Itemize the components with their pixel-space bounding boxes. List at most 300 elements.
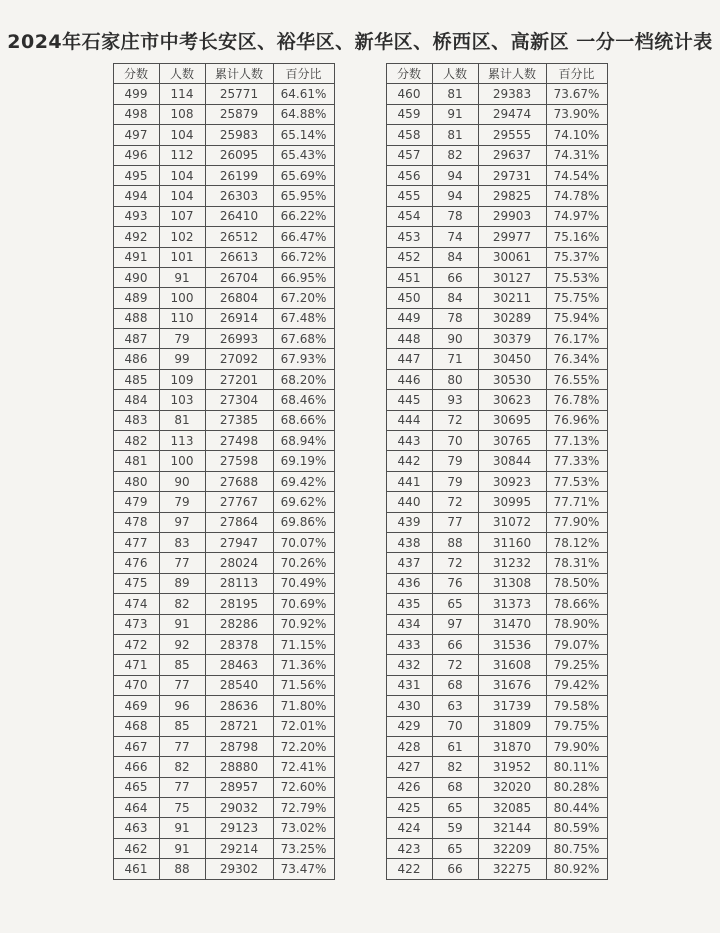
- header-col-cumulative: 累计人数: [478, 64, 546, 84]
- cell-cumulative: 30211: [478, 288, 546, 308]
- table-row: [386, 594, 607, 614]
- table-row: [386, 267, 607, 287]
- cell-percent: 79.58%: [546, 696, 607, 716]
- cell-score: 429: [386, 716, 432, 736]
- cell-cumulative: 30530: [478, 369, 546, 389]
- table-row: [113, 777, 334, 797]
- cell-count: 59: [432, 818, 478, 838]
- cell-cumulative: 26704: [205, 267, 273, 287]
- cell-count: 71: [432, 349, 478, 369]
- cell-score: 456: [386, 165, 432, 185]
- cell-percent: 69.62%: [273, 492, 334, 512]
- cell-score: 491: [113, 247, 159, 267]
- cell-count: 104: [159, 165, 205, 185]
- cell-count: 78: [432, 308, 478, 328]
- cell-percent: 73.47%: [273, 859, 334, 879]
- cell-cumulative: 26993: [205, 329, 273, 349]
- cell-cumulative: 28721: [205, 716, 273, 736]
- table-row: [386, 329, 607, 349]
- cell-score: 422: [386, 859, 432, 879]
- cell-score: 445: [386, 390, 432, 410]
- table-row: [113, 165, 334, 185]
- cell-percent: 68.66%: [273, 410, 334, 430]
- cell-score: 470: [113, 675, 159, 695]
- cell-score: 479: [113, 492, 159, 512]
- cell-score: 486: [113, 349, 159, 369]
- cell-cumulative: 30765: [478, 431, 546, 451]
- cell-count: 100: [159, 288, 205, 308]
- table-row: [386, 451, 607, 471]
- cell-score: 477: [113, 532, 159, 552]
- cell-percent: 74.31%: [546, 145, 607, 165]
- cell-cumulative: 31470: [478, 614, 546, 634]
- cell-cumulative: 28798: [205, 736, 273, 756]
- cell-score: 490: [113, 267, 159, 287]
- cell-count: 80: [432, 369, 478, 389]
- table-row: [113, 716, 334, 736]
- cell-percent: 71.36%: [273, 655, 334, 675]
- table-row: [113, 594, 334, 614]
- table-row: [386, 125, 607, 145]
- cell-percent: 65.43%: [273, 145, 334, 165]
- cell-percent: 65.69%: [273, 165, 334, 185]
- cell-count: 72: [432, 410, 478, 430]
- cell-count: 63: [432, 696, 478, 716]
- cell-score: 431: [386, 675, 432, 695]
- cell-score: 494: [113, 186, 159, 206]
- cell-score: 451: [386, 267, 432, 287]
- table-row: [113, 451, 334, 471]
- cell-cumulative: 26804: [205, 288, 273, 308]
- cell-score: 476: [113, 553, 159, 573]
- cell-percent: 77.13%: [546, 431, 607, 451]
- cell-count: 65: [432, 798, 478, 818]
- table-row: [386, 349, 607, 369]
- header-row: [386, 64, 607, 84]
- cell-count: 97: [159, 512, 205, 532]
- cell-score: 469: [113, 696, 159, 716]
- cell-cumulative: 28880: [205, 757, 273, 777]
- cell-score: 475: [113, 573, 159, 593]
- cell-cumulative: 29123: [205, 818, 273, 838]
- cell-percent: 68.20%: [273, 369, 334, 389]
- table-row: [386, 716, 607, 736]
- cell-count: 70: [432, 431, 478, 451]
- cell-count: 74: [432, 227, 478, 247]
- cell-count: 70: [432, 716, 478, 736]
- cell-cumulative: 28957: [205, 777, 273, 797]
- cell-cumulative: 32144: [478, 818, 546, 838]
- cell-cumulative: 29825: [478, 186, 546, 206]
- cell-score: 493: [113, 206, 159, 226]
- cell-count: 94: [432, 186, 478, 206]
- cell-cumulative: 31232: [478, 553, 546, 573]
- cell-cumulative: 30623: [478, 390, 546, 410]
- cell-cumulative: 27767: [205, 492, 273, 512]
- table-row: [386, 186, 607, 206]
- cell-score: 436: [386, 573, 432, 593]
- table-row: [113, 696, 334, 716]
- cell-cumulative: 31308: [478, 573, 546, 593]
- table-row: [386, 675, 607, 695]
- cell-cumulative: 27598: [205, 451, 273, 471]
- cell-percent: 65.95%: [273, 186, 334, 206]
- cell-count: 84: [432, 288, 478, 308]
- table-row: [386, 104, 607, 124]
- cell-percent: 70.69%: [273, 594, 334, 614]
- cell-cumulative: 28113: [205, 573, 273, 593]
- table-row: [386, 634, 607, 654]
- cell-score: 439: [386, 512, 432, 532]
- table-row: [386, 471, 607, 491]
- cell-score: 437: [386, 553, 432, 573]
- cell-count: 91: [159, 267, 205, 287]
- cell-score: 441: [386, 471, 432, 491]
- cell-count: 65: [432, 594, 478, 614]
- table-row: [386, 655, 607, 675]
- table-row: [113, 532, 334, 552]
- header-col-count: 人数: [432, 64, 478, 84]
- cell-score: 448: [386, 329, 432, 349]
- cell-cumulative: 30379: [478, 329, 546, 349]
- header-col-cumulative: 累计人数: [205, 64, 273, 84]
- cell-percent: 68.46%: [273, 390, 334, 410]
- table-row: [386, 818, 607, 838]
- cell-score: 498: [113, 104, 159, 124]
- cell-percent: 76.55%: [546, 369, 607, 389]
- cell-percent: 71.15%: [273, 634, 334, 654]
- cell-cumulative: 27201: [205, 369, 273, 389]
- table-row: [113, 349, 334, 369]
- cell-cumulative: 31870: [478, 736, 546, 756]
- cell-count: 82: [159, 757, 205, 777]
- cell-cumulative: 31809: [478, 716, 546, 736]
- header-col-score: 分数: [386, 64, 432, 84]
- cell-count: 66: [432, 267, 478, 287]
- cell-percent: 80.44%: [546, 798, 607, 818]
- cell-count: 104: [159, 125, 205, 145]
- cell-score: 489: [113, 288, 159, 308]
- cell-cumulative: 29032: [205, 798, 273, 818]
- cell-cumulative: 26199: [205, 165, 273, 185]
- cell-cumulative: 30995: [478, 492, 546, 512]
- table-row: [386, 736, 607, 756]
- cell-count: 103: [159, 390, 205, 410]
- cell-count: 79: [159, 492, 205, 512]
- cell-cumulative: 28540: [205, 675, 273, 695]
- cell-count: 88: [159, 859, 205, 879]
- cell-score: 447: [386, 349, 432, 369]
- cell-count: 78: [432, 206, 478, 226]
- cell-score: 460: [386, 84, 432, 104]
- cell-count: 81: [432, 125, 478, 145]
- cell-cumulative: 28024: [205, 553, 273, 573]
- cell-cumulative: 26303: [205, 186, 273, 206]
- cell-cumulative: 25771: [205, 84, 273, 104]
- cell-score: 487: [113, 329, 159, 349]
- page-title: 2024年石家庄市中考长安区、裕华区、新华区、桥西区、高新区 一分一档统计表: [7, 31, 713, 53]
- cell-cumulative: 27947: [205, 532, 273, 552]
- table-row: [386, 492, 607, 512]
- cell-score: 438: [386, 532, 432, 552]
- cell-score: 466: [113, 757, 159, 777]
- cell-percent: 74.10%: [546, 125, 607, 145]
- table-row: [386, 777, 607, 797]
- table-row: [113, 431, 334, 451]
- cell-percent: 78.12%: [546, 532, 607, 552]
- cell-count: 68: [432, 777, 478, 797]
- cell-count: 88: [432, 532, 478, 552]
- cell-percent: 75.75%: [546, 288, 607, 308]
- cell-cumulative: 32275: [478, 859, 546, 879]
- cell-percent: 70.49%: [273, 573, 334, 593]
- table-row: [113, 267, 334, 287]
- cell-percent: 75.53%: [546, 267, 607, 287]
- cell-percent: 73.67%: [546, 84, 607, 104]
- cell-percent: 79.07%: [546, 634, 607, 654]
- table-row: [113, 614, 334, 634]
- cell-cumulative: 29977: [478, 227, 546, 247]
- cell-count: 81: [159, 410, 205, 430]
- table-row: [386, 553, 607, 573]
- cell-cumulative: 29383: [478, 84, 546, 104]
- cell-count: 75: [159, 798, 205, 818]
- cell-count: 90: [432, 329, 478, 349]
- table-row: [113, 634, 334, 654]
- table-row: [386, 247, 607, 267]
- cell-cumulative: 28378: [205, 634, 273, 654]
- table-row: [386, 410, 607, 430]
- cell-count: 104: [159, 186, 205, 206]
- cell-count: 72: [432, 655, 478, 675]
- cell-count: 68: [432, 675, 478, 695]
- cell-percent: 77.33%: [546, 451, 607, 471]
- cell-percent: 79.90%: [546, 736, 607, 756]
- cell-count: 91: [159, 838, 205, 858]
- cell-score: 430: [386, 696, 432, 716]
- table-row: [386, 165, 607, 185]
- header-row: [113, 64, 334, 84]
- cell-percent: 67.68%: [273, 329, 334, 349]
- cell-score: 484: [113, 390, 159, 410]
- cell-percent: 65.14%: [273, 125, 334, 145]
- cell-percent: 75.16%: [546, 227, 607, 247]
- cell-score: 433: [386, 634, 432, 654]
- cell-cumulative: 26512: [205, 227, 273, 247]
- cell-score: 432: [386, 655, 432, 675]
- cell-percent: 70.07%: [273, 532, 334, 552]
- table-row: [113, 227, 334, 247]
- cell-count: 77: [159, 553, 205, 573]
- cell-count: 72: [432, 553, 478, 573]
- table-row: [386, 145, 607, 165]
- cell-score: 427: [386, 757, 432, 777]
- cell-count: 109: [159, 369, 205, 389]
- cell-cumulative: 29474: [478, 104, 546, 124]
- cell-percent: 76.78%: [546, 390, 607, 410]
- table-row: [386, 532, 607, 552]
- table-row: [386, 288, 607, 308]
- table-row: [113, 125, 334, 145]
- cell-score: 428: [386, 736, 432, 756]
- cell-cumulative: 32209: [478, 838, 546, 858]
- cell-percent: 72.41%: [273, 757, 334, 777]
- cell-percent: 75.37%: [546, 247, 607, 267]
- cell-score: 452: [386, 247, 432, 267]
- cell-cumulative: 31072: [478, 512, 546, 532]
- cell-cumulative: 31739: [478, 696, 546, 716]
- cell-score: 485: [113, 369, 159, 389]
- cell-count: 82: [159, 594, 205, 614]
- cell-percent: 67.48%: [273, 308, 334, 328]
- table-row: [113, 104, 334, 124]
- cell-score: 488: [113, 308, 159, 328]
- cell-percent: 69.42%: [273, 471, 334, 491]
- cell-cumulative: 25879: [205, 104, 273, 124]
- cell-cumulative: 31536: [478, 634, 546, 654]
- cell-score: 481: [113, 451, 159, 471]
- cell-score: 426: [386, 777, 432, 797]
- cell-count: 84: [432, 247, 478, 267]
- cell-percent: 73.02%: [273, 818, 334, 838]
- cell-score: 423: [386, 838, 432, 858]
- cell-count: 113: [159, 431, 205, 451]
- cell-score: 450: [386, 288, 432, 308]
- table-row: [113, 655, 334, 675]
- table-row: [386, 206, 607, 226]
- cell-score: 425: [386, 798, 432, 818]
- cell-percent: 79.25%: [546, 655, 607, 675]
- cell-cumulative: 30127: [478, 267, 546, 287]
- cell-score: 443: [386, 431, 432, 451]
- cell-score: 464: [113, 798, 159, 818]
- table-row: [386, 227, 607, 247]
- cell-count: 83: [159, 532, 205, 552]
- cell-score: 444: [386, 410, 432, 430]
- cell-count: 65: [432, 838, 478, 858]
- cell-score: 446: [386, 369, 432, 389]
- cell-score: 467: [113, 736, 159, 756]
- cell-count: 89: [159, 573, 205, 593]
- header-col-count: 人数: [159, 64, 205, 84]
- cell-percent: 78.31%: [546, 553, 607, 573]
- cell-percent: 76.96%: [546, 410, 607, 430]
- table-row: [386, 798, 607, 818]
- table-row: [386, 512, 607, 532]
- cell-score: 492: [113, 227, 159, 247]
- cell-cumulative: 27864: [205, 512, 273, 532]
- table-row: [113, 818, 334, 838]
- cell-percent: 77.53%: [546, 471, 607, 491]
- table-row: [113, 390, 334, 410]
- cell-cumulative: 30844: [478, 451, 546, 471]
- cell-count: 93: [432, 390, 478, 410]
- cell-percent: 76.17%: [546, 329, 607, 349]
- cell-score: 457: [386, 145, 432, 165]
- cell-count: 82: [432, 757, 478, 777]
- cell-cumulative: 29637: [478, 145, 546, 165]
- cell-score: 424: [386, 818, 432, 838]
- cell-percent: 71.56%: [273, 675, 334, 695]
- cell-cumulative: 31952: [478, 757, 546, 777]
- cell-percent: 79.42%: [546, 675, 607, 695]
- cell-cumulative: 26410: [205, 206, 273, 226]
- tables-container: [0, 63, 720, 880]
- cell-count: 79: [432, 451, 478, 471]
- cell-score: 478: [113, 512, 159, 532]
- cell-count: 82: [432, 145, 478, 165]
- cell-cumulative: 30061: [478, 247, 546, 267]
- cell-count: 90: [159, 471, 205, 491]
- cell-percent: 77.71%: [546, 492, 607, 512]
- cell-percent: 79.75%: [546, 716, 607, 736]
- cell-count: 112: [159, 145, 205, 165]
- cell-count: 79: [432, 471, 478, 491]
- table-row: [113, 838, 334, 858]
- table-row: [386, 573, 607, 593]
- document-page: [0, 27, 720, 880]
- cell-percent: 80.75%: [546, 838, 607, 858]
- cell-score: 435: [386, 594, 432, 614]
- table-row: [113, 206, 334, 226]
- cell-cumulative: 30923: [478, 471, 546, 491]
- cell-percent: 70.92%: [273, 614, 334, 634]
- cell-count: 108: [159, 104, 205, 124]
- cell-cumulative: 28286: [205, 614, 273, 634]
- header-col-percent: 百分比: [546, 64, 607, 84]
- table-row: [113, 288, 334, 308]
- cell-count: 101: [159, 247, 205, 267]
- cell-count: 66: [432, 859, 478, 879]
- table-row: [386, 838, 607, 858]
- cell-score: 454: [386, 206, 432, 226]
- table-row: [386, 614, 607, 634]
- cell-score: 473: [113, 614, 159, 634]
- cell-cumulative: 29903: [478, 206, 546, 226]
- cell-percent: 70.26%: [273, 553, 334, 573]
- cell-count: 85: [159, 716, 205, 736]
- cell-cumulative: 32020: [478, 777, 546, 797]
- cell-cumulative: 26613: [205, 247, 273, 267]
- table-row: [113, 84, 334, 104]
- table-row: [113, 492, 334, 512]
- cell-cumulative: 28636: [205, 696, 273, 716]
- cell-score: 497: [113, 125, 159, 145]
- cell-percent: 72.20%: [273, 736, 334, 756]
- cell-percent: 67.20%: [273, 288, 334, 308]
- table-row: [113, 145, 334, 165]
- cell-count: 91: [432, 104, 478, 124]
- table-row: [386, 308, 607, 328]
- table-row: [113, 410, 334, 430]
- cell-percent: 64.61%: [273, 84, 334, 104]
- cell-score: 434: [386, 614, 432, 634]
- cell-score: 449: [386, 308, 432, 328]
- cell-cumulative: 29302: [205, 859, 273, 879]
- cell-count: 61: [432, 736, 478, 756]
- cell-cumulative: 30289: [478, 308, 546, 328]
- cell-count: 96: [159, 696, 205, 716]
- score-table-right: [386, 63, 608, 880]
- cell-cumulative: 28195: [205, 594, 273, 614]
- cell-percent: 80.28%: [546, 777, 607, 797]
- table-row: [386, 859, 607, 879]
- cell-score: 440: [386, 492, 432, 512]
- cell-score: 442: [386, 451, 432, 471]
- cell-percent: 71.80%: [273, 696, 334, 716]
- cell-count: 76: [432, 573, 478, 593]
- cell-score: 499: [113, 84, 159, 104]
